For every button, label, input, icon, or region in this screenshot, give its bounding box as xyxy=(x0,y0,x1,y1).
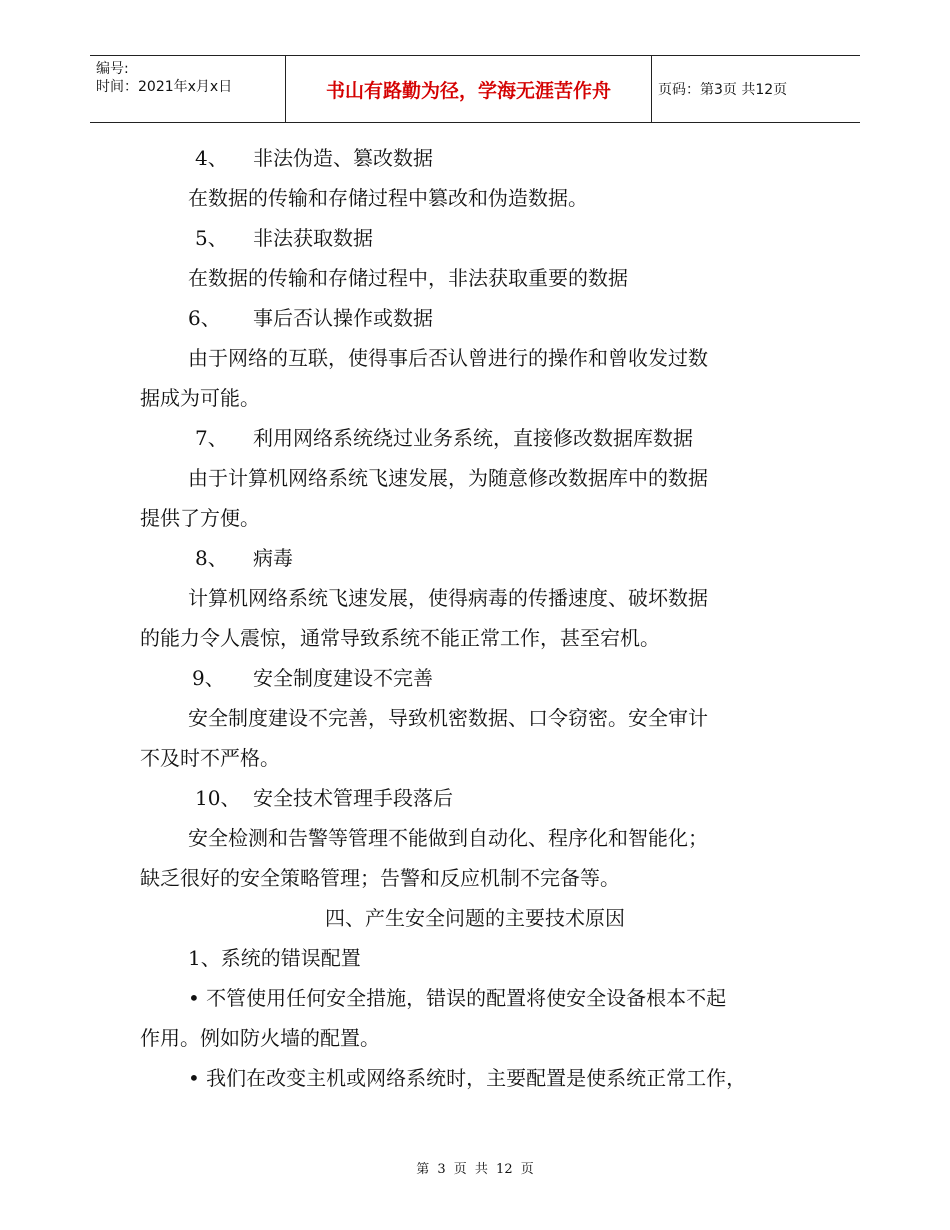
paragraph-10-line2: 缺乏很好的安全策略管理；告警和反应机制不完备等。 xyxy=(140,866,620,890)
item-heading-6 xyxy=(188,304,433,332)
item-title: 非法伪造、篡改数据 xyxy=(253,146,433,170)
item-heading-4 xyxy=(195,144,433,172)
page-header xyxy=(90,55,860,123)
item-title: 安全制度建设不完善 xyxy=(253,666,433,690)
item-heading-7 xyxy=(195,424,693,452)
section-heading: 四、产生安全问题的主要技术原因 xyxy=(325,906,625,930)
paragraph-7-line1: 由于计算机网络系统飞速发展，为随意修改数据库中的数据 xyxy=(188,466,708,490)
page-footer: 第 3 页 共 12 页 xyxy=(416,1162,534,1177)
item-number: 6、 xyxy=(188,306,221,330)
item-title: 事后否认操作或数据 xyxy=(253,306,433,330)
time-label: 时间：2021年x月x日 xyxy=(96,79,233,95)
subsection-heading-1: 1、系统的错误配置 xyxy=(188,946,361,970)
bullet-1-line1: • 不管使用任何安全措施，错误的配置将使安全设备根本不起 xyxy=(188,986,727,1010)
paragraph-8-line1: 计算机网络系统飞速发展，使得病毒的传播速度、破坏数据 xyxy=(188,586,708,610)
header-page-info: 页码：第3页 共12页 xyxy=(658,82,788,98)
item-title: 病毒 xyxy=(253,546,293,570)
item-number: 4、 xyxy=(195,146,228,170)
item-title: 安全技术管理手段落后 xyxy=(253,786,453,810)
item-number: 7、 xyxy=(195,426,228,450)
item-number: 10、 xyxy=(195,786,241,810)
paragraph-4: 在数据的传输和存储过程中篡改和伪造数据。 xyxy=(188,186,588,210)
paragraph-7-line2: 提供了方便。 xyxy=(140,506,260,530)
item-heading-9 xyxy=(192,664,433,692)
paragraph-10-line1: 安全检测和告警等管理不能做到自动化、程序化和智能化； xyxy=(188,826,708,850)
item-heading-5 xyxy=(195,224,373,252)
paragraph-8-line2: 的能力令人震惊，通常导致系统不能正常工作，甚至宕机。 xyxy=(140,626,660,650)
header-motto: 书山有路勤为径，学海无涯苦作舟 xyxy=(285,56,652,122)
paragraph-5: 在数据的传输和存储过程中，非法获取重要的数据 xyxy=(188,266,628,290)
paragraph-9-line2: 不及时不严格。 xyxy=(140,746,280,770)
item-title: 利用网络系统绕过业务系统，直接修改数据库数据 xyxy=(253,426,693,450)
paragraph-6-line1: 由于网络的互联，使得事后否认曾进行的操作和曾收发过数 xyxy=(188,346,708,370)
header-meta xyxy=(96,60,232,96)
item-number: 8、 xyxy=(195,546,228,570)
bullet-2-line1: • 我们在改变主机或网络系统时，主要配置是使系统正常工作， xyxy=(188,1066,747,1090)
item-title: 非法获取数据 xyxy=(253,226,373,250)
bullet-1-line2: 作用。例如防火墙的配置。 xyxy=(140,1026,380,1050)
paragraph-9-line1: 安全制度建设不完善，导致机密数据、口令窃密。安全审计 xyxy=(188,706,708,730)
item-heading-10 xyxy=(195,784,453,812)
serial-label: 编号: xyxy=(96,61,129,77)
item-number: 9、 xyxy=(192,666,225,690)
item-number: 5、 xyxy=(195,226,228,250)
paragraph-6-line2: 据成为可能。 xyxy=(140,386,260,410)
item-heading-8 xyxy=(195,544,293,572)
